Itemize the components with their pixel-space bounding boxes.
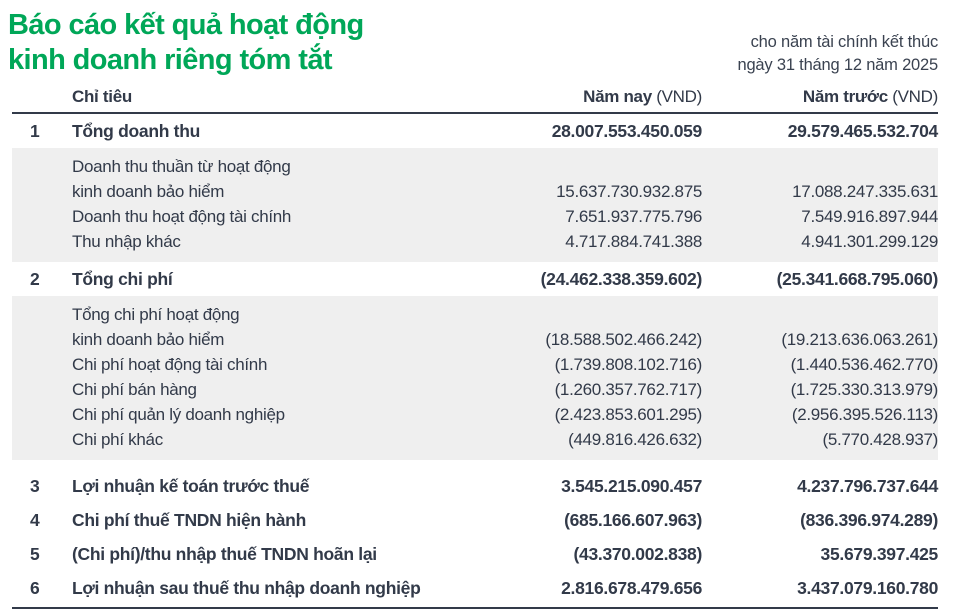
row-value-current: 3.545.215.090.457 — [561, 476, 702, 496]
table-row-financial-revenue — [12, 204, 938, 229]
row-value-current: (18.588.502.466.242) — [545, 330, 702, 349]
table-row-other-expenses — [12, 427, 938, 452]
row-value-prior: (1.440.536.462.770) — [790, 355, 938, 374]
table-row-total-revenue — [12, 114, 938, 148]
page-title-line2: kinh doanh riêng tóm tắt — [8, 44, 332, 76]
expense-detail-band — [12, 296, 938, 460]
row-value-prior: (836.396.974.289) — [800, 510, 938, 530]
row-label — [72, 302, 472, 352]
row-value-current: (1.739.808.102.716) — [554, 355, 702, 374]
row-number: 3 — [30, 476, 40, 496]
row-label: Chi phí hoạt động tài chính — [72, 355, 268, 374]
header-col-current-year — [472, 87, 702, 107]
header-col-prior-year-name: Năm trước — [802, 87, 888, 106]
header-col-prior-year — [702, 87, 938, 107]
table-row-total-insurance-expenses — [12, 302, 938, 352]
row-value-current: 15.637.730.932.875 — [556, 182, 702, 201]
fiscal-year-note-line1: cho năm tài chính kết thúc — [750, 33, 938, 51]
table-row-profit-before-tax — [12, 469, 938, 503]
page-title-line1: Báo cáo kết quả hoạt động — [8, 9, 364, 41]
row-value-current: (449.816.426.632) — [568, 430, 702, 449]
table-row-profit-after-tax — [12, 571, 938, 605]
table-row-other-income — [12, 229, 938, 254]
table-row-financial-expenses — [12, 352, 938, 377]
row-number: 6 — [30, 578, 40, 598]
table-row-current-tax-expense — [12, 503, 938, 537]
row-label-line1: Tổng chi phí hoạt động — [72, 305, 240, 324]
row-label: Chi phí quản lý doanh nghiệp — [72, 405, 285, 424]
row-label — [72, 154, 472, 204]
income-statement-table — [12, 87, 938, 609]
header-col-prior-year-unit: (VND) — [887, 87, 938, 106]
row-label-line2: kinh doanh bảo hiểm — [72, 182, 225, 201]
revenue-detail-band — [12, 148, 938, 262]
row-value-prior: 29.579.465.532.704 — [787, 121, 938, 141]
row-value-prior: (19.213.636.063.261) — [781, 330, 938, 349]
row-number: 5 — [30, 544, 40, 564]
row-value-prior: 7.549.916.897.944 — [801, 207, 938, 226]
fiscal-year-note-line2: ngày 31 tháng 12 năm 2025 — [737, 56, 938, 74]
row-value-current: 4.717.884.741.388 — [565, 232, 702, 251]
row-value-prior: (25.341.668.795.060) — [776, 269, 938, 289]
row-value-prior: 4.941.301.299.129 — [801, 232, 938, 251]
row-label: Doanh thu hoạt động tài chính — [72, 207, 292, 226]
row-value-prior: (2.956.395.526.113) — [791, 405, 938, 424]
row-value-current: (24.462.338.359.602) — [540, 269, 702, 289]
row-value-current: (2.423.853.601.295) — [554, 405, 702, 424]
table-row-deferred-tax — [12, 537, 938, 571]
header-col-current-year-unit: (VND) — [651, 87, 702, 106]
row-value-current: 7.651.937.775.796 — [565, 207, 702, 226]
row-number: 1 — [30, 121, 40, 141]
row-value-prior: (5.770.428.937) — [822, 430, 938, 449]
row-label: Chi phí bán hàng — [72, 380, 197, 399]
row-value-prior: 4.237.796.737.644 — [797, 476, 938, 496]
row-label: Lợi nhuận kế toán trước thuế — [72, 476, 310, 496]
row-value-current: (1.260.357.762.717) — [554, 380, 702, 399]
row-label: Chi phí thuế TNDN hiện hành — [72, 510, 306, 530]
row-value-current: (685.166.607.963) — [564, 510, 702, 530]
header-label: Chỉ tiêu — [72, 87, 132, 106]
row-number: 4 — [30, 510, 40, 530]
row-value-prior: 3.437.079.160.780 — [797, 578, 938, 598]
row-label: (Chi phí)/thu nhập thuế TNDN hoãn lại — [72, 544, 377, 564]
row-label: Lợi nhuận sau thuế thu nhập doanh nghiệp — [72, 578, 421, 598]
header-col-current-year-name: Năm nay — [583, 87, 652, 106]
row-number: 2 — [30, 269, 40, 289]
row-label: Chi phí khác — [72, 430, 163, 449]
row-label: Tổng doanh thu — [72, 121, 200, 141]
table-header-row — [12, 87, 938, 114]
page-title — [8, 8, 364, 78]
table-row-selling-expenses — [12, 377, 938, 402]
fiscal-year-note — [737, 31, 938, 77]
row-value-prior: 17.088.247.335.631 — [792, 182, 938, 201]
row-label-line2: kinh doanh bảo hiểm — [72, 330, 225, 349]
row-label: Thu nhập khác — [72, 232, 181, 251]
row-value-prior: 35.679.397.425 — [820, 544, 938, 564]
row-value-current: (43.370.002.838) — [573, 544, 702, 564]
table-row-admin-expenses — [12, 402, 938, 427]
row-value-prior: (1.725.330.313.979) — [790, 380, 938, 399]
table-row-total-expenses — [12, 262, 938, 296]
report-header — [0, 8, 958, 78]
row-value-current: 2.816.678.479.656 — [561, 578, 702, 598]
row-value-current: 28.007.553.450.059 — [551, 121, 702, 141]
table-row-net-insurance-revenue — [12, 154, 938, 204]
row-label: Tổng chi phí — [72, 269, 173, 289]
row-label-line1: Doanh thu thuần từ hoạt động — [72, 157, 291, 176]
